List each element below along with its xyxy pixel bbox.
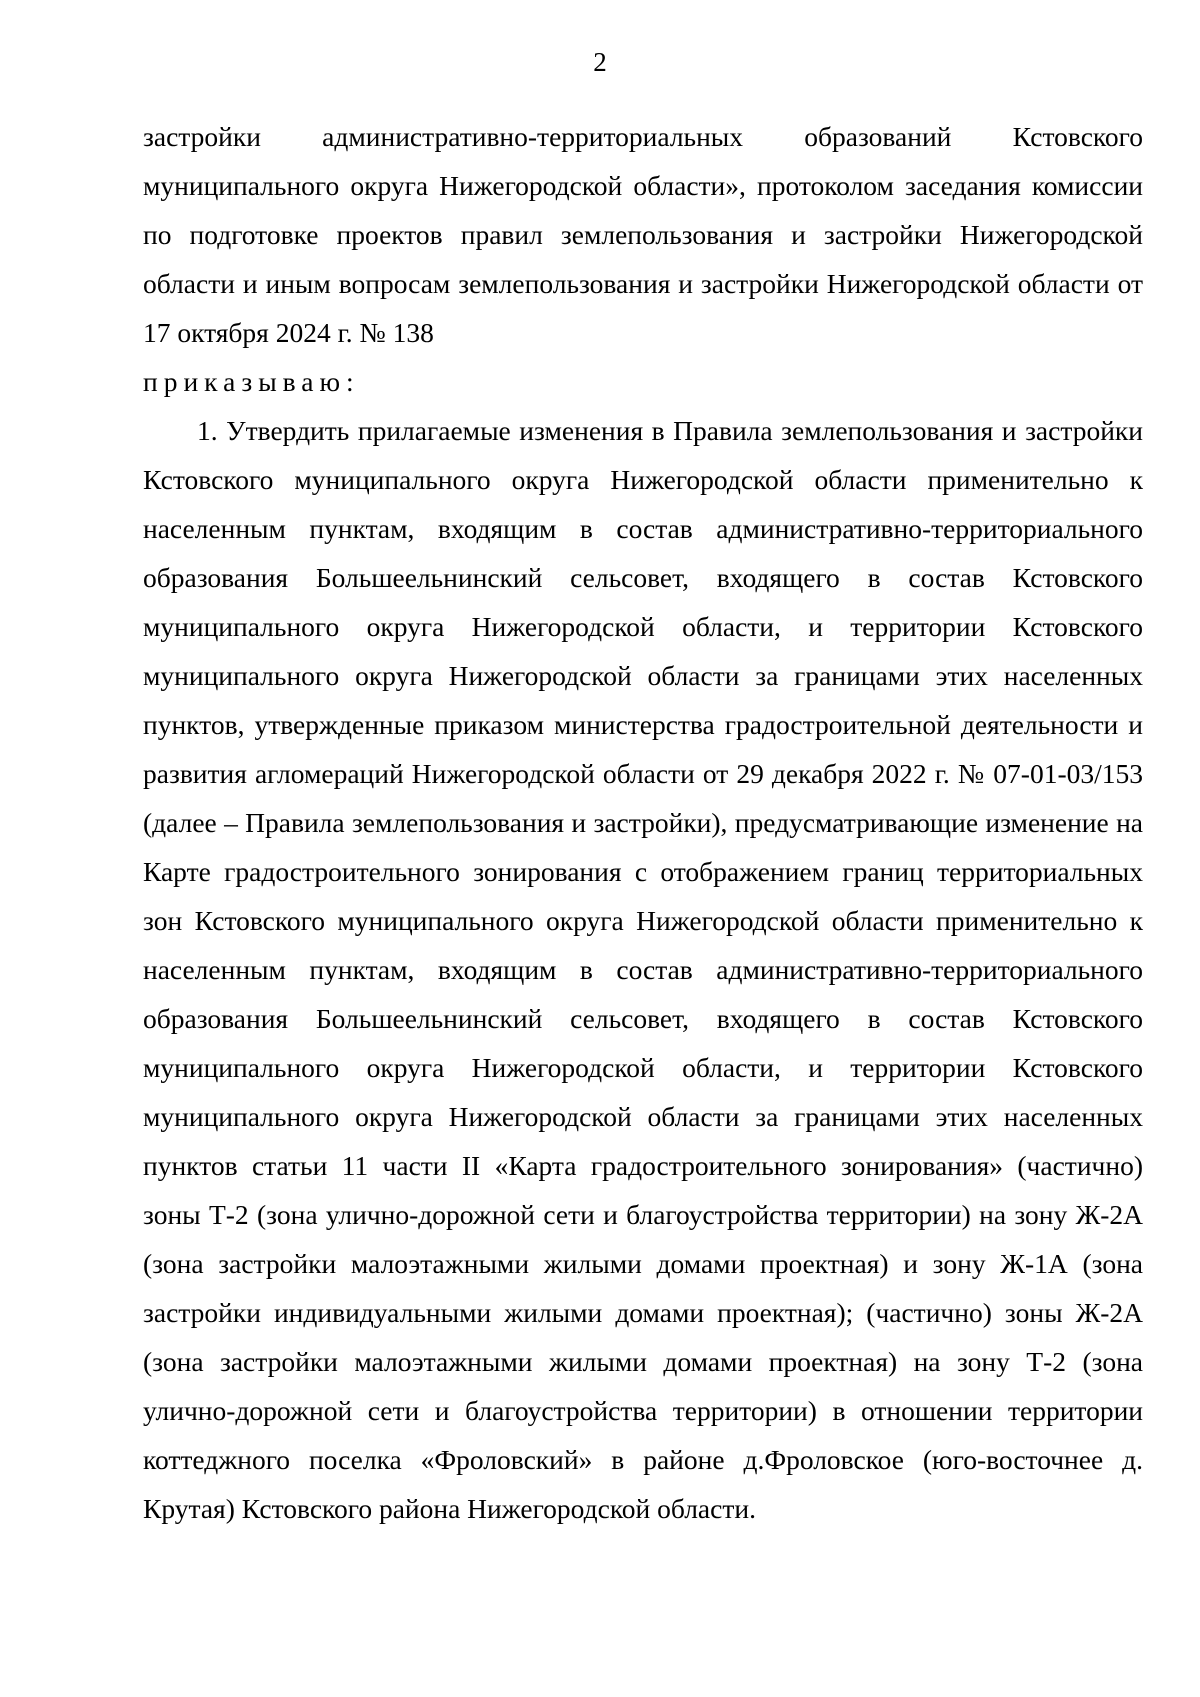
order-word: приказываю: — [143, 366, 360, 397]
item-1-paragraph: 1. Утвердить прилагаемые изменения в Правила землепользования и застройки Кстовского муниципального округа Нижегородской области применительно к населенным пунктам, входящим в состав административно-территориального образования Большеельнинский сельсовет, входящего в состав Кстовского муниципального округа Нижегородской области, и территории Кстовского муниципального округа Нижегородской области за границами этих населенных пунктов, утвержденные приказом министерства градостроительной деятельности и развития агломераций Нижегородской области от 29 декабря 2022 г. № 07-01-03/153 (далее – Правила землепользования и застройки), предусматривающие изменение на Карте градостроительного зонирования с отображением границ территориальных зон Кстовского муниципального округа Нижегородской области применительно к населенным пунктам, входящим в состав административно-территориального образования Большеельнинский сельсовет, входящего в состав Кстовского муниципального округа Нижегородской области, и территории Кстовского муниципального округа Нижегородской области за границами этих населенных пунктов статьи 11 части II «Карта градостроительного зонирования» (частично) зоны Т-2 (зона улично-дорожной сети и благоустройства территории) на зону Ж-2А (зона застройки малоэтажными жилыми домами проектная) и зону Ж-1А (зона застройки индивидуальными жилыми домами проектная); (частично) зоны Ж-2А (зона застройки малоэтажными жилыми домами проектная) на зону Т-2 (зона улично-дорожной сети и благоустройства территории) в отношении территории коттеджного поселка «Фроловский» в районе д.Фроловское (юго-восточнее д. Крутая) Кстовского района Нижегородской области. — [143, 415, 1143, 1524]
page-number: 2 — [593, 47, 607, 77]
intro-paragraph: застройки административно-территориальных образований Кстовского муниципального округа Нижегородской области», протоколом заседания комиссии по подготовке проектов правил землепользования и застройки Нижегородской области и иным вопросам землепользования и застройки Нижегородской области от 17 октября 2024 г. № 138 — [143, 121, 1143, 348]
document-body — [143, 112, 1143, 1533]
